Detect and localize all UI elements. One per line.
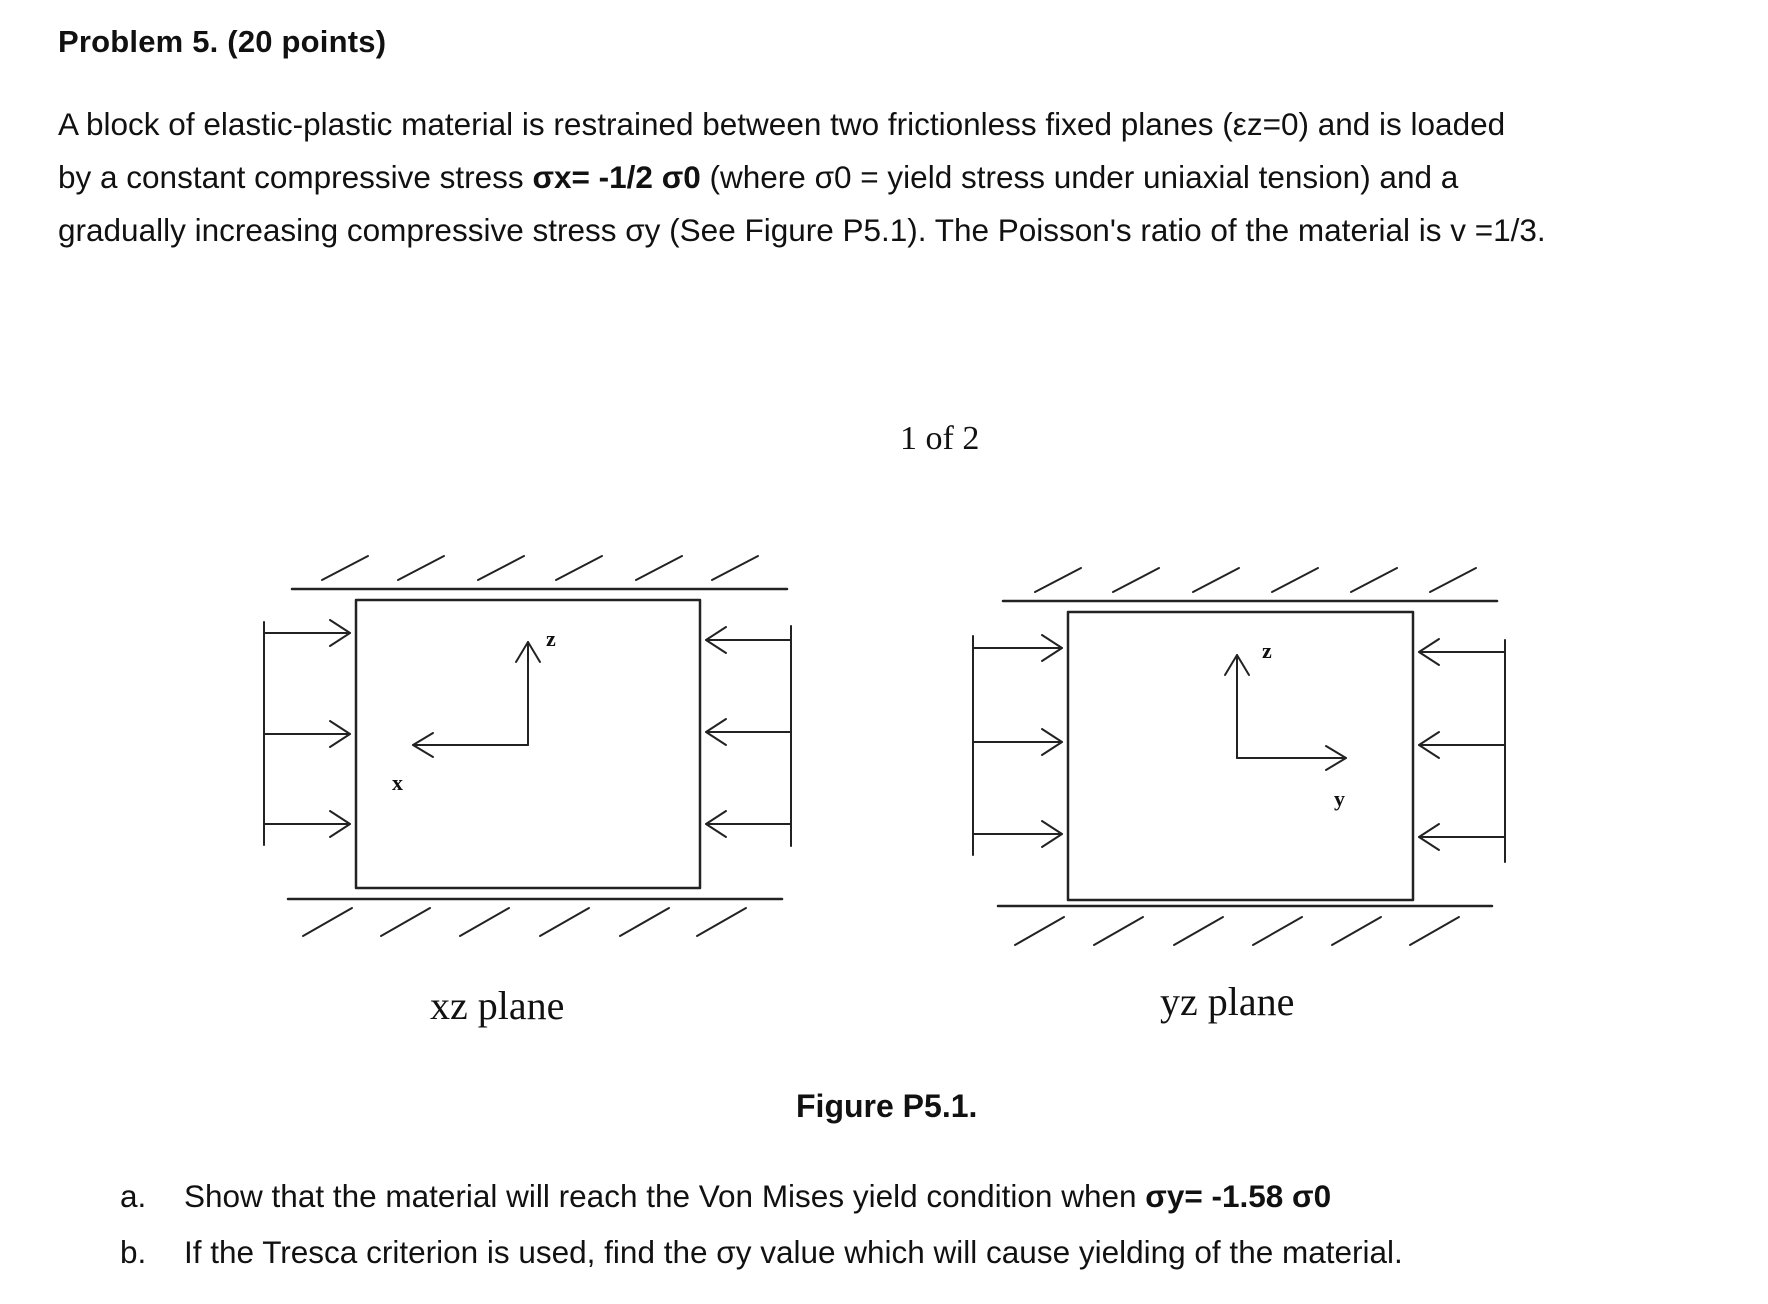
question-b-text: If the Tresca criterion is used, find the σy value which will cause yielding of the material. (184, 1234, 1403, 1270)
xz-right-load (706, 626, 791, 846)
question-a (120, 1168, 1403, 1224)
question-b (120, 1224, 1403, 1280)
statement-line-3: gradually increasing compressive stress σy (See Figure P5.1). The Poisson's ratio of the material is v =1/3. (58, 212, 1546, 248)
yz-top-hatch (1035, 568, 1476, 592)
question-a-sigma-y-value: σy= -1.58 σ0 (1145, 1178, 1332, 1214)
question-b-marker: b. (120, 1234, 147, 1270)
xz-axis-x-label: x (392, 770, 403, 795)
yz-bottom-hatch (1015, 917, 1459, 945)
yz-plane-label: yz plane (1160, 979, 1295, 1024)
statement-line-2: by a constant compressive stress σx= -1/2 σ0 (where σ0 = yield stress under uniaxial tension) and a (58, 159, 1459, 195)
yz-left-load (973, 635, 1062, 855)
question-a-text: Show that the material will reach the Von Mises yield condition when σy= -1.58 σ0 (184, 1178, 1332, 1214)
yz-block (1068, 612, 1413, 900)
question-list (120, 1168, 1403, 1280)
statement-line-1: A block of elastic-plastic material is restrained between two frictionless fixed planes (εz=0) and is loaded (58, 106, 1506, 142)
figure-caption: Figure P5.1. (796, 1088, 978, 1124)
xz-plane-diagram (264, 556, 791, 936)
yz-right-load (1419, 639, 1505, 862)
xz-axes (413, 642, 540, 757)
question-a-marker: a. (120, 1178, 147, 1214)
page-indicator: 1 of 2 (900, 420, 980, 457)
xz-axis-z-label: z (546, 626, 556, 651)
xz-left-load (264, 620, 350, 845)
problem-title: Problem 5. (20 points) (58, 24, 387, 59)
yz-axis-y-label: y (1334, 786, 1345, 811)
xz-top-hatch (322, 556, 758, 580)
yz-plane-diagram (973, 568, 1505, 945)
xz-plane-label: xz plane (430, 983, 565, 1028)
xz-bottom-hatch (303, 908, 746, 936)
yz-axis-z-label: z (1262, 638, 1272, 663)
sigma-x-value: σx= -1/2 σ0 (532, 159, 701, 195)
yz-axes (1225, 655, 1346, 770)
